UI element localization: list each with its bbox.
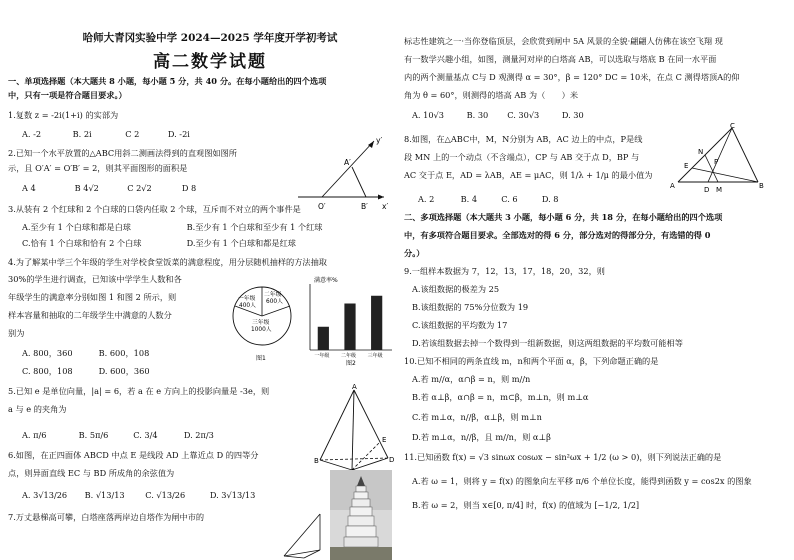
question-10-option-b: B.若 α⊥β，α∩β = n，m⊂β，m⊥n，则 m⊥α [412,392,589,402]
question-6: 6.如图，在正四面体 ABCD 中点 E 是线段 AD 上靠近点 D 的四等分 [8,450,259,460]
option: D. 2π/3 [183,430,214,440]
option: D 8 [181,183,197,193]
label-a: A [670,182,675,190]
bar-3 [371,296,382,350]
pie-label-grade2-count: 600人 [266,299,283,305]
question-9-option-c: C.该组数据的平均数为 17 [412,320,508,330]
option: B. 600，108 [98,348,150,358]
option: A. π/6 [22,430,47,440]
label-o-prime: O′ [318,202,326,211]
option: D. -2i [167,129,190,139]
question-9-option-a: A.该组数据的极差为 25 [412,284,500,294]
label-x-prime: x′ [382,202,389,211]
tower-measure-figure [280,510,332,560]
option: A. 3√13/26 [22,490,68,500]
question-7: 7.万丈悬梯高可攀，白塔座落两岸边自塔作为闸中市的 [8,512,205,522]
option: B. 4 [460,194,478,204]
section2-heading: 二、多项选择题（本大题共 3 小题，每小题 6 分，共 18 分，在每小题给出的四个选项 [404,212,723,222]
section1-heading-2: 中，只有一项是符合题目要求。） [8,90,127,100]
pie-figure [230,280,294,366]
question-6-options [22,490,255,500]
bar-2 [344,304,355,351]
category-label: 三年级 [367,353,383,359]
question-4-line-5: 别为 [8,328,25,338]
option: B. 5π/6 [78,430,109,440]
label-a-prime: A′ [344,158,351,167]
section2-heading-3: 分。） [404,248,425,258]
satisfaction-bar-chart [300,274,396,368]
option: B 4√2 [74,183,99,193]
label-d: D [704,186,710,194]
question-7-options [412,110,584,120]
question-10: 10.已知不相同的两条直线 m，n和两个平面 α，β，下列命题正确的是 [404,356,659,366]
q7-context-3: 内的两个测量基点 C与 D 观测得 α = 30°，β = 120° DC = 10米，在点 C 测得塔顶A的仰 [404,72,740,82]
question-11-option-b: B.若 ω = 2，则当 x∈[0, π/4] 时，f(x) 的值域为 [−1/2, 1/2] [412,500,640,510]
option: D. 30 [561,110,584,120]
label-c: C [730,122,735,130]
option: A 4 [22,183,36,193]
pie-label-grade3-count: 1000人 [251,327,272,333]
question-4-line-2: 30%的学生进行调查，已知该中学学生人数和各 [8,274,182,284]
option: C. 3/4 [133,430,158,440]
category-label: 一年级 [314,353,330,359]
label-n: N [698,148,704,156]
question-4-line-3: 年级学生的满意率分别如图 1 和图 2 所示，则 [8,292,177,302]
label-y-prime: y′ [376,136,383,145]
question-11-option-a: A.若 ω = 1，则将 y = f(x) 的图象向左平移 π/6 个单位长度，能得到函数 y = cos2x 的图象 [412,476,752,486]
oblique-axis-figure [292,133,392,213]
question-1-options [22,129,190,139]
option: B.至少有 1 个白球和至少有 1 个红球 [186,222,323,232]
category-label: 二年级 [341,353,357,359]
tetrahedron-figure [314,382,396,474]
q7-context-2: 有一数学兴趣小组，如图，测量河对岸的白塔高 AB，可以选取与塔底 B 在同一水平面 [404,54,717,64]
question-10-option-a: A.若 m//α，α∩β = n，则 m//n [412,374,531,384]
question-5-line-2: a 与 e 的夹角为 [8,404,67,414]
option: C. 6 [501,194,518,204]
pie-label-grade2: 二年级 [264,292,282,298]
question-9: 9.一组样本数据为 7，12，13，17，18，20，32，则 [404,266,605,276]
section2-heading-2: 中，有多项符合题目要求。全部选对的得 6 分，部分选对的得部分分，有选错的得 0 [404,230,711,240]
q7-context-4: 角为 θ = 60°，则测得的塔高 AB 为（ ）米 [404,90,579,100]
question-3-options-row1 [22,222,323,233]
option: B. √13/13 [84,490,125,500]
question-4: 4.为了解某中学三个年级的学生对学校食堂饭菜的满意程度，用分层随机抽样的方法抽取 [8,257,327,267]
chart-title: 满意率% [314,277,338,284]
option: D. 8 [541,194,559,204]
label-p: P [714,158,719,166]
question-2-line-2: 示，且 O′A′ = O′B′ = 2，则其平面图形的面积是 [8,163,188,173]
question-11: 11.已知函数 f(x) = √3 sinωx cosωx − sin²ωx + 1/2 (ω > 0)，则下列说法正确的是 [404,452,722,462]
question-4-options-row2 [22,366,150,377]
question-9-option-d: D.若该组数据去掉一个数得到一组新数据，则这两组数据的平均数可能相等 [412,338,683,348]
label-b-prime: B′ [361,202,368,211]
pie-label-grade1-count: 400人 [239,303,256,309]
option: D. 3√13/13 [209,490,256,500]
option: D.至少有 1 个白球和都是红球 [186,238,296,248]
option: A. 10√3 [412,110,444,120]
label-a: A [352,383,357,391]
option: C. 30√3 [507,110,540,120]
question-8-line-3: AC 交于点 E，AD = λAB，AE = μAC，则 1/λ + 1/μ 的最小值为 [404,170,653,180]
question-2: 2.已知一个水平放置的△ABC用斜二测画法得到的直观图如图所 [8,148,237,158]
white-tower-photo [330,470,392,560]
option: C. 800，108 [22,366,73,376]
school-header: 哈师大青冈实验中学 2024—2025 学年度开学初考试 [82,32,338,44]
option: D. 600，360 [98,366,150,376]
label-d: D [389,456,395,464]
bar-1 [318,327,329,350]
option: A.至少有 1 个白球和都是白球 [22,222,131,232]
section1-heading: 一、单项选择题（本大题共 8 小题，每小题 5 分，共 40 分。在每小题给出的四个选项 [8,76,327,86]
question-2-options [22,183,196,193]
question-5-options [22,430,214,440]
question-8: 8.如图，在△ABC中，M，N分别为 AB，AC 边上的中点，P是线 [404,134,643,144]
option: C 2 [125,129,140,139]
question-1: 1.复数 z = -2i(1+i) 的实部为 [8,110,119,120]
question-5: 5.已知 e 是单位向量，|a| = 6，若 a 在 e 方向上的投影向量是 -3e，则 [8,386,270,396]
label-b: B [314,457,319,465]
question-10-option-c: C.若 m⊥α，n//β，α⊥β，则 m⊥n [412,412,542,422]
question-4-line-4: 样本容量和抽取的二年级学生中满意的人数分 [8,310,172,320]
exam-title: 高二数学试题 [153,52,267,72]
option: B. 30 [466,110,489,120]
option: B. 2i [72,129,92,139]
question-9-option-b: B.该组数据的 75%分位数为 19 [412,302,529,312]
option: A. -2 [22,129,42,139]
question-4-options-row1 [22,348,149,359]
question-3-options-row2 [22,238,296,249]
question-3: 3.从装有 2 个红球和 2 个白球的口袋内任取 2 个球，互斥而不对立的两个事件是 [8,204,301,214]
option: A. 2 [418,194,435,204]
pie-label-grade1: 一年级 [238,296,256,302]
label-e: E [684,162,689,170]
label-m: M [716,186,723,194]
pie-caption: 图1 [256,355,266,362]
label-b: B [759,182,764,190]
question-8-line-2: 段 MN 上的一个动点（不含端点），CP 与 AB 交于点 D，BP 与 [404,152,640,162]
option: C.恰有 1 个白球和恰有 2 个白球 [22,238,142,248]
pie-label-grade3: 三年级 [252,320,270,326]
question-10-option-d: D.若 m⊥α，n//β，且 m//n，则 α⊥β [412,432,551,442]
chart-caption: 图2 [346,360,356,367]
option: A. 800，360 [22,348,73,358]
option: C 2√2 [127,183,152,193]
q7-context-1: 标志性建筑之一·当你登临顶层，会欣赏到闸中 5A 风景的全貌·翩翩人仿佛在该空飞翔 现 [404,36,723,46]
question-8-options [418,194,559,204]
option: C. √13/26 [145,490,186,500]
triangle-figure [670,122,766,194]
question-6-line-2: 点，则异面直线 EC 与 BD 所成角的余弦值为 [8,468,175,478]
label-e: E [382,436,387,444]
